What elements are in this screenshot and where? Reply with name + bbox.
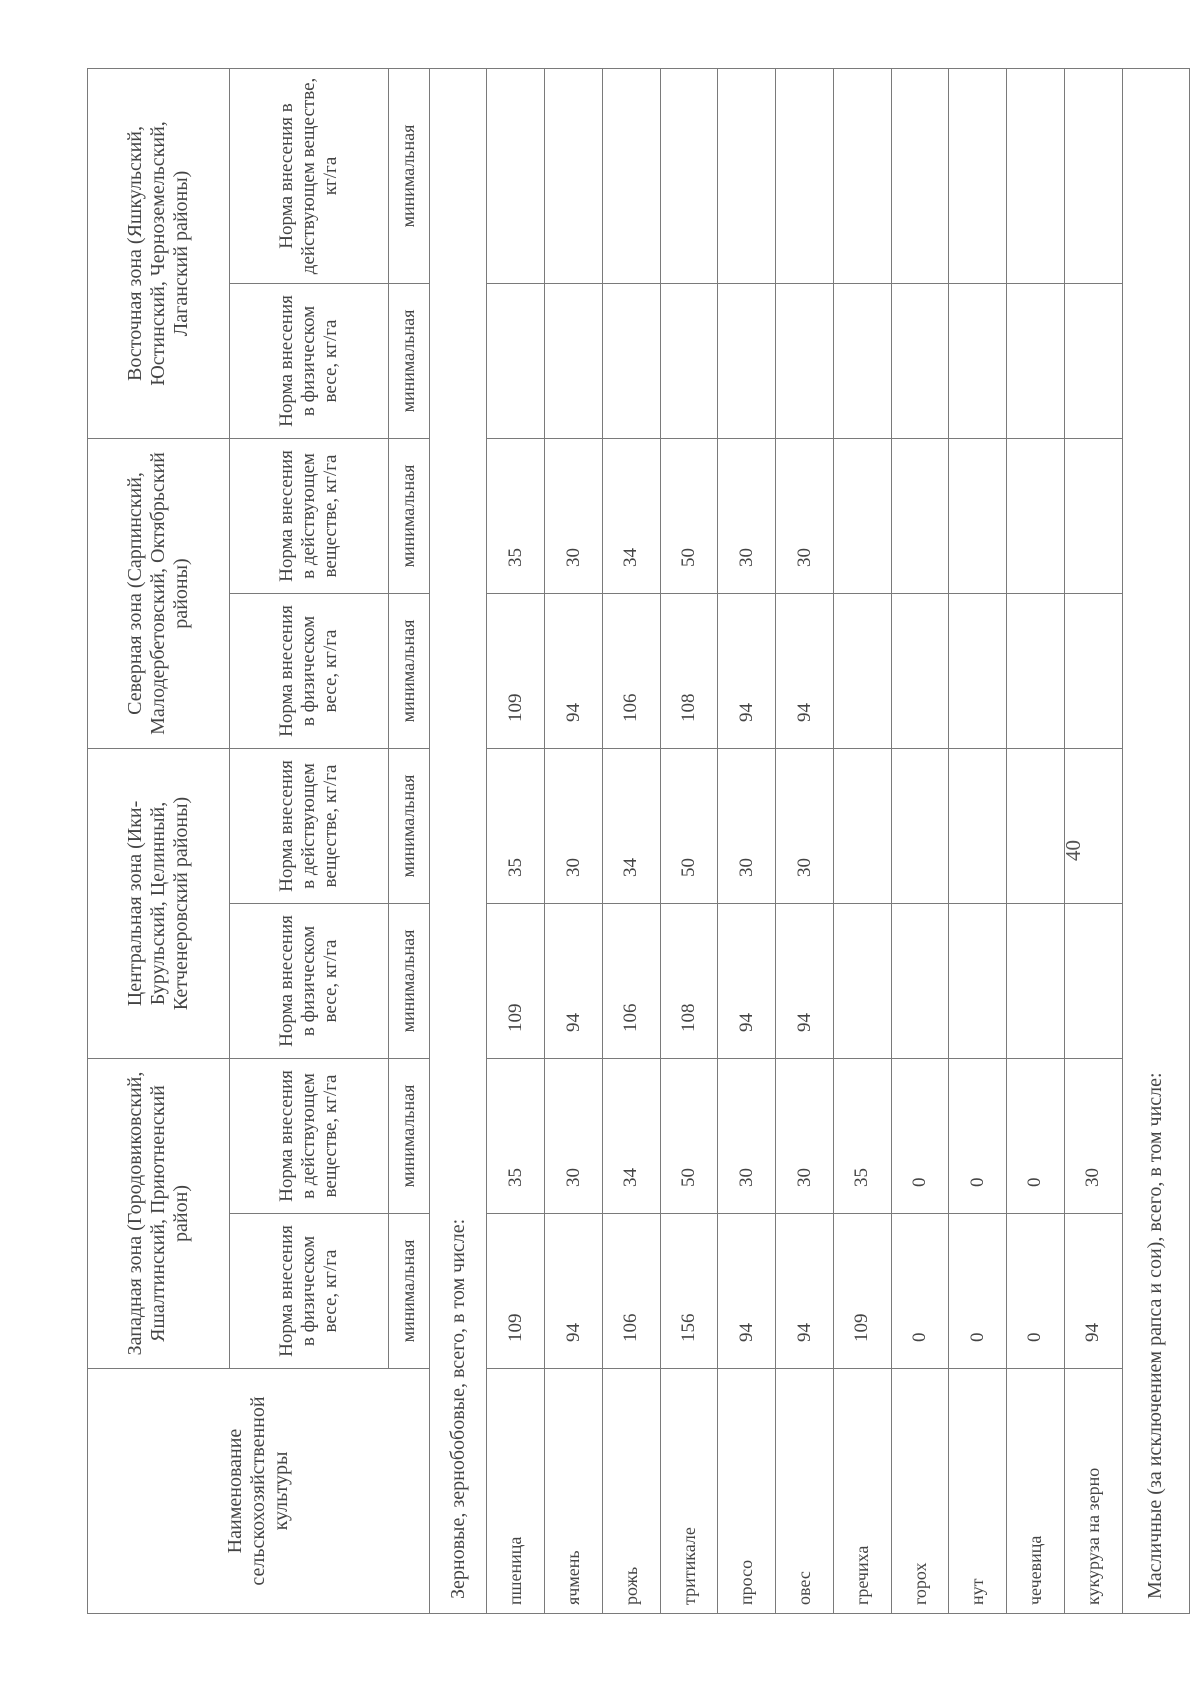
norm-value: 94 [545,903,603,1058]
norm-value [833,68,891,283]
norm-value: 94 [1064,1214,1122,1369]
crop-name: кукуруза на зерно [1064,1369,1122,1614]
grain-total-row [429,68,487,1613]
norm-value [1064,283,1122,438]
crop-name: пшеница [487,1369,545,1614]
crop-name: горох [891,1369,949,1614]
fertilizer-norms-table [87,68,1190,1614]
norm-value: 30 [545,438,603,593]
norm-value: 94 [545,593,603,748]
norm-value: 30 [1064,1058,1122,1213]
grain-total-label: Зерновые, зернобобовые, всего, в том числе: [429,68,487,1613]
norm-value: 106 [602,1214,660,1369]
norm-value: 50 [660,1058,718,1213]
norm-value [1007,748,1065,903]
norm-value [1007,283,1065,438]
norm-value [602,68,660,283]
norm-value [891,748,949,903]
norm-value: 30 [776,438,834,593]
norm-value: 30 [718,438,776,593]
norm-value: 34 [602,748,660,903]
norm-value [1064,438,1122,593]
norm-active-header: Норма внесения в действующем веществе, кг/га [229,68,388,283]
min-label: минимальная [388,903,429,1058]
norm-value [545,283,603,438]
norm-value: 50 [660,748,718,903]
norm-active-header: Норма внесения в действующем веществе, кг/га [229,438,388,593]
norm-value [833,438,891,593]
norm-value: 34 [602,1058,660,1213]
crop-name: нут [949,1369,1007,1614]
norm-value [660,283,718,438]
norm-value [718,283,776,438]
norm-physical-header: Норма внесения в физическом весе, кг/га [229,903,388,1058]
norm-value: 109 [833,1214,891,1369]
norm-value: 94 [776,1214,834,1369]
norm-value: 94 [718,593,776,748]
norm-value: 0 [949,1214,1007,1369]
norm-value [949,68,1007,283]
norm-value [1007,438,1065,593]
crop-name: рожь [602,1369,660,1614]
norm-value: 108 [660,593,718,748]
norm-value [1064,748,1122,903]
zone-header-central: Центральная зона (Ики-Бурульский, Целинный, Кетченеровский районы) [88,748,230,1058]
norm-value [1007,903,1065,1058]
norm-value [1064,903,1122,1058]
norm-value [891,68,949,283]
norm-value [718,68,776,283]
norm-value: 30 [545,748,603,903]
norm-value: 109 [487,903,545,1058]
min-label: минимальная [388,438,429,593]
norm-value: 156 [660,1214,718,1369]
norm-value: 30 [776,1058,834,1213]
norm-active-header: Норма внесения в действующем веществе, кг/га [229,748,388,903]
norm-value [545,68,603,283]
crop-name: гречиха [833,1369,891,1614]
norm-value: 35 [487,1058,545,1213]
norm-value: 35 [487,438,545,593]
norm-value: 0 [891,1058,949,1213]
min-label: минимальная [388,748,429,903]
table-row [949,68,1007,1613]
norm-active-header: Норма внесения в действующем веществе, кг/га [229,1058,388,1213]
norm-value [1064,68,1122,283]
norm-value [776,283,834,438]
table-row [776,68,834,1613]
table-row [487,68,545,1613]
norm-value [833,903,891,1058]
norm-value: 106 [602,593,660,748]
norm-value: 30 [718,748,776,903]
norm-value: 94 [776,903,834,1058]
norm-value [891,903,949,1058]
norm-value [776,68,834,283]
zone-header-north: Северная зона (Сарпинский, Малодербетовский, Октябрьский районы) [88,438,230,748]
norm-value: 94 [776,593,834,748]
norm-value [833,283,891,438]
norm-value [1007,593,1065,748]
norm-value [1064,593,1122,748]
norm-value [891,438,949,593]
norm-value [949,748,1007,903]
norm-value: 0 [891,1214,949,1369]
norm-value [660,68,718,283]
norm-value: 50 [660,438,718,593]
norm-value [949,593,1007,748]
norm-value [833,593,891,748]
norm-value: 0 [949,1058,1007,1213]
crop-name: просо [718,1369,776,1614]
table-row [660,68,718,1613]
norm-value [1007,68,1065,283]
norm-value [891,283,949,438]
norm-physical-header: Норма внесения в физическом весе, кг/га [229,1214,388,1369]
norm-value: 94 [718,1214,776,1369]
table-row [833,68,891,1613]
crop-column-header: Наименование сельскохозяйственной культуры [88,1369,430,1614]
norm-physical-header: Норма внесения в физическом весе, кг/га [229,593,388,748]
zone-header-row [88,68,230,1613]
table-row [718,68,776,1613]
zone-header-east: Восточная зона (Яшкульский, Юстинский, Черноземельский, Лаганский районы) [88,68,230,438]
norm-value: 30 [545,1058,603,1213]
norm-value [487,283,545,438]
norm-value: 109 [487,593,545,748]
crop-name: овес [776,1369,834,1614]
min-label: минимальная [388,1214,429,1369]
min-label: минимальная [388,593,429,748]
min-label: минимальная [388,68,429,283]
table-row [891,68,949,1613]
norm-value: 35 [487,748,545,903]
norm-value: 106 [602,903,660,1058]
page-number: 40 [1061,840,1085,861]
norm-value [487,68,545,283]
crop-name: ячмень [545,1369,603,1614]
norm-physical-header: Норма внесения в физическом весе, кг/га [229,283,388,438]
norm-value: 30 [776,748,834,903]
norm-value [949,438,1007,593]
rotated-table-wrapper [87,69,1190,1614]
norm-value: 94 [545,1214,603,1369]
norm-value: 109 [487,1214,545,1369]
norm-value [949,903,1007,1058]
min-label: минимальная [388,283,429,438]
norm-value [833,748,891,903]
table-row [1007,68,1065,1613]
norm-value: 0 [1007,1214,1065,1369]
crop-name: чечевица [1007,1369,1065,1614]
norm-value [891,593,949,748]
crop-name: тритикале [660,1369,718,1614]
norm-value: 35 [833,1058,891,1213]
norm-value: 30 [718,1058,776,1213]
norm-value [949,283,1007,438]
oil-total-row [1122,68,1189,1613]
norm-value: 108 [660,903,718,1058]
norm-value [602,283,660,438]
norm-value: 34 [602,438,660,593]
norm-value: 0 [1007,1058,1065,1213]
table-row [545,68,603,1613]
table-row [602,68,660,1613]
norm-value: 94 [718,903,776,1058]
oil-total-label: Масличные (за исключением рапса и сои), всего, в том числе: [1122,68,1189,1613]
min-label: минимальная [388,1058,429,1213]
zone-header-west: Западная зона (Городовиковский, Яшалтинский, Приютненский район) [88,1058,230,1368]
